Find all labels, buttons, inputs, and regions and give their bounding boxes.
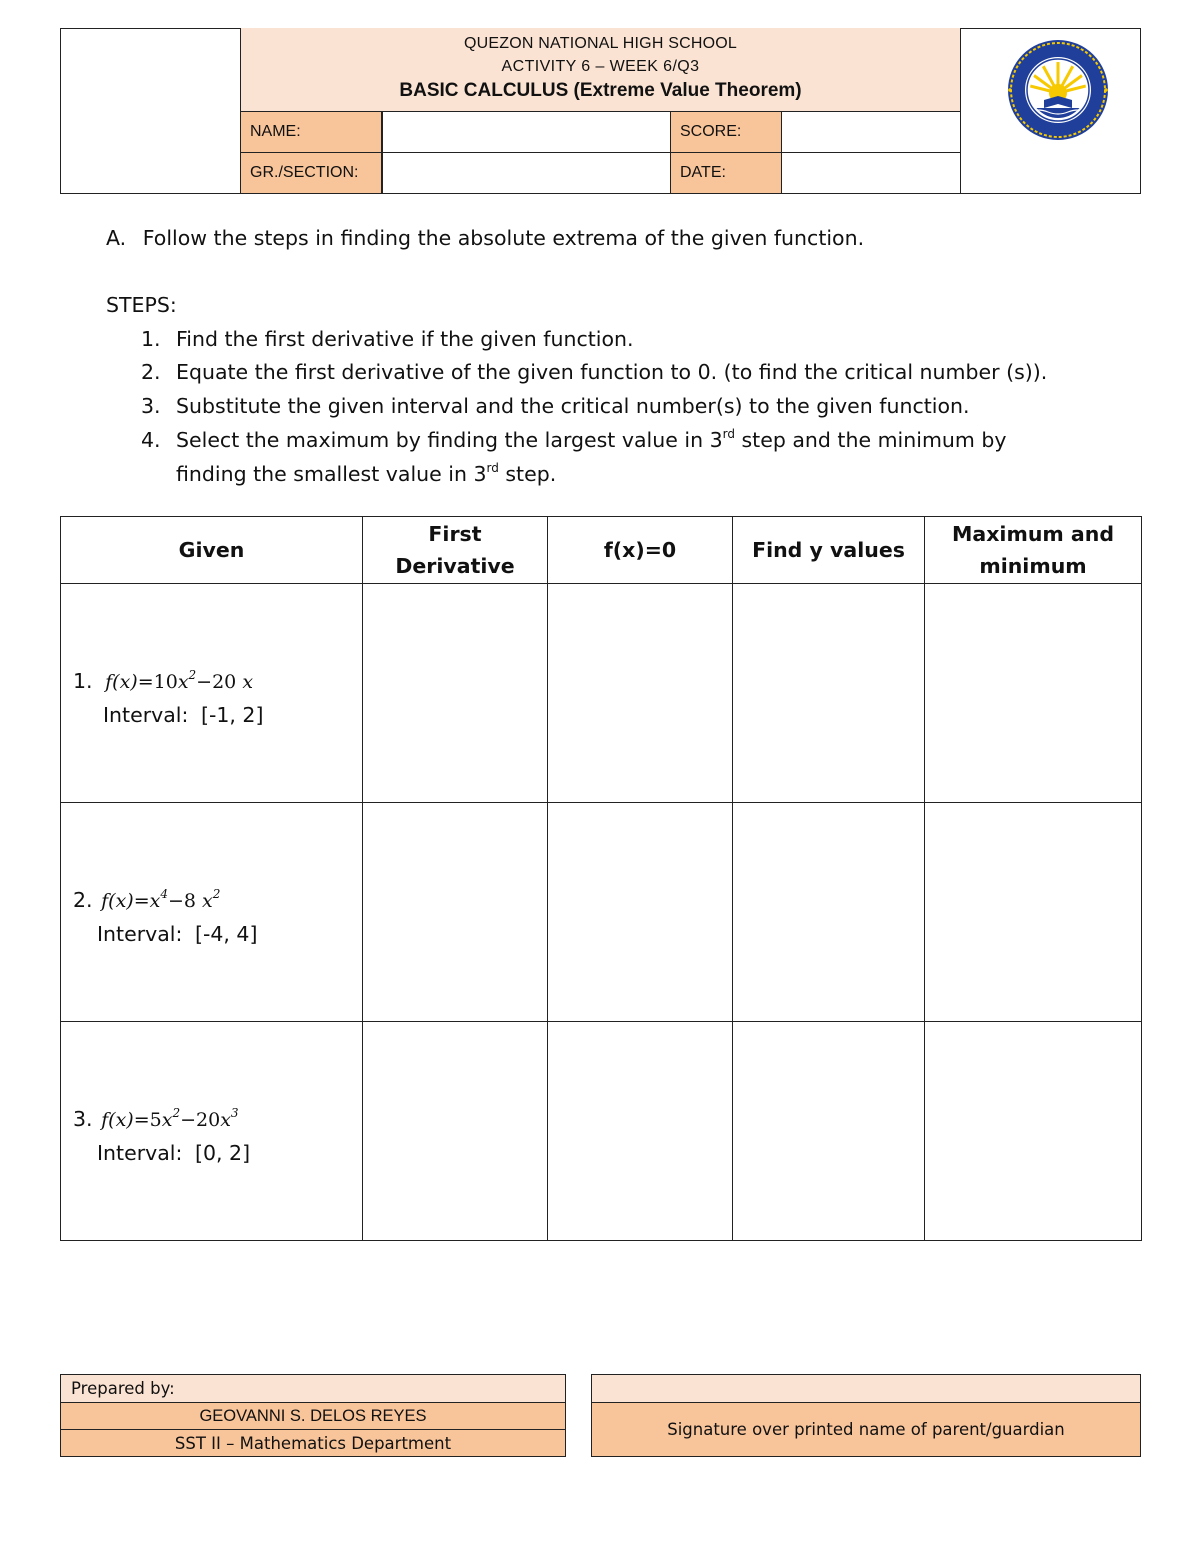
- steps-heading: STEPS:: [106, 293, 177, 317]
- header-max-min: Maximum and minimum: [925, 517, 1142, 584]
- step-text-continued: finding the smallest value in 3rd step.: [176, 461, 557, 486]
- header-first-derivative: First Derivative: [363, 517, 548, 584]
- part-a-label: A.: [106, 226, 127, 250]
- given-cell: [61, 803, 363, 1022]
- section-field[interactable]: [381, 152, 671, 194]
- max-min-answer[interactable]: [925, 584, 1142, 803]
- y-values-answer[interactable]: [733, 803, 925, 1022]
- first-derivative-answer[interactable]: [363, 1022, 548, 1241]
- step-item: [141, 394, 970, 418]
- header-given: Given: [61, 517, 363, 584]
- header-title-block: [240, 28, 961, 112]
- step-number: 3.: [141, 394, 161, 418]
- step-number: 2.: [141, 360, 161, 384]
- fx-zero-answer[interactable]: [548, 1022, 733, 1241]
- school-seal-logo: [998, 38, 1118, 142]
- teacher-name: GEOVANNI S. DELOS REYES: [60, 1402, 566, 1430]
- header-fx-zero: f(x)=0: [548, 517, 733, 584]
- teacher-position: SST II – Mathematics Department: [60, 1429, 566, 1457]
- table-row: [61, 1022, 1142, 1241]
- given-function: 3. $f(x)=5x^2-20x^3$: [73, 1105, 239, 1131]
- signature-blank[interactable]: [591, 1374, 1141, 1403]
- given-function: 1. $f(x)=10x^2-20$ x: [73, 667, 254, 693]
- subject-title: BASIC CALCULUS (Extreme Value Theorem): [399, 80, 802, 101]
- max-min-answer[interactable]: [925, 803, 1142, 1022]
- name-label: NAME:: [240, 111, 383, 153]
- section-label: GR./SECTION:: [240, 152, 383, 194]
- given-function: 2. $f(x)=x^4-8$ $x^2$: [73, 886, 221, 912]
- given-interval: Interval: [0, 2]: [97, 1140, 251, 1165]
- header-find-y-values: Find y values: [733, 517, 925, 584]
- step-item: [141, 327, 634, 351]
- given-cell: [61, 1022, 363, 1241]
- score-field[interactable]: [781, 111, 961, 153]
- y-values-answer[interactable]: [733, 584, 925, 803]
- y-values-answer[interactable]: [733, 1022, 925, 1241]
- given-interval: Interval: [-1, 2]: [103, 702, 264, 727]
- step-text: Find the first derivative if the given function.: [176, 327, 634, 351]
- step-text: Substitute the given interval and the critical number(s) to the given function.: [176, 394, 970, 418]
- name-field[interactable]: [381, 111, 671, 153]
- school-name: QUEZON NATIONAL HIGH SCHOOL: [464, 35, 737, 52]
- step-text: Select the maximum by finding the largest value in 3rd step and the minimum by: [176, 427, 1007, 452]
- table-row: [61, 584, 1142, 803]
- fx-zero-answer[interactable]: [548, 803, 733, 1022]
- table-row: [61, 803, 1142, 1022]
- score-label: SCORE:: [670, 111, 782, 153]
- part-a-instruction: [106, 226, 864, 250]
- step-text: Equate the first derivative of the given function to 0. (to find the critical number (s)).: [176, 360, 1048, 384]
- part-a-text: Follow the steps in finding the absolute extrema of the given function.: [142, 226, 865, 250]
- date-label: DATE:: [670, 152, 782, 194]
- step-number: 4.: [141, 428, 161, 452]
- step-item: [141, 360, 1048, 384]
- step-item: [141, 427, 1007, 452]
- max-min-answer[interactable]: [925, 1022, 1142, 1241]
- prepared-by-label: Prepared by:: [60, 1374, 566, 1403]
- activity-label: ACTIVITY 6 – WEEK 6/Q3: [501, 58, 700, 75]
- date-field[interactable]: [781, 152, 961, 194]
- fx-zero-answer[interactable]: [548, 584, 733, 803]
- given-interval: Interval: [-4, 4]: [97, 921, 258, 946]
- step-number: 1.: [141, 327, 161, 351]
- given-cell: [61, 584, 363, 803]
- extrema-table: [60, 516, 1142, 1241]
- first-derivative-answer[interactable]: [363, 584, 548, 803]
- first-derivative-answer[interactable]: [363, 803, 548, 1022]
- parent-signature-label: Signature over printed name of parent/guardian: [591, 1402, 1141, 1457]
